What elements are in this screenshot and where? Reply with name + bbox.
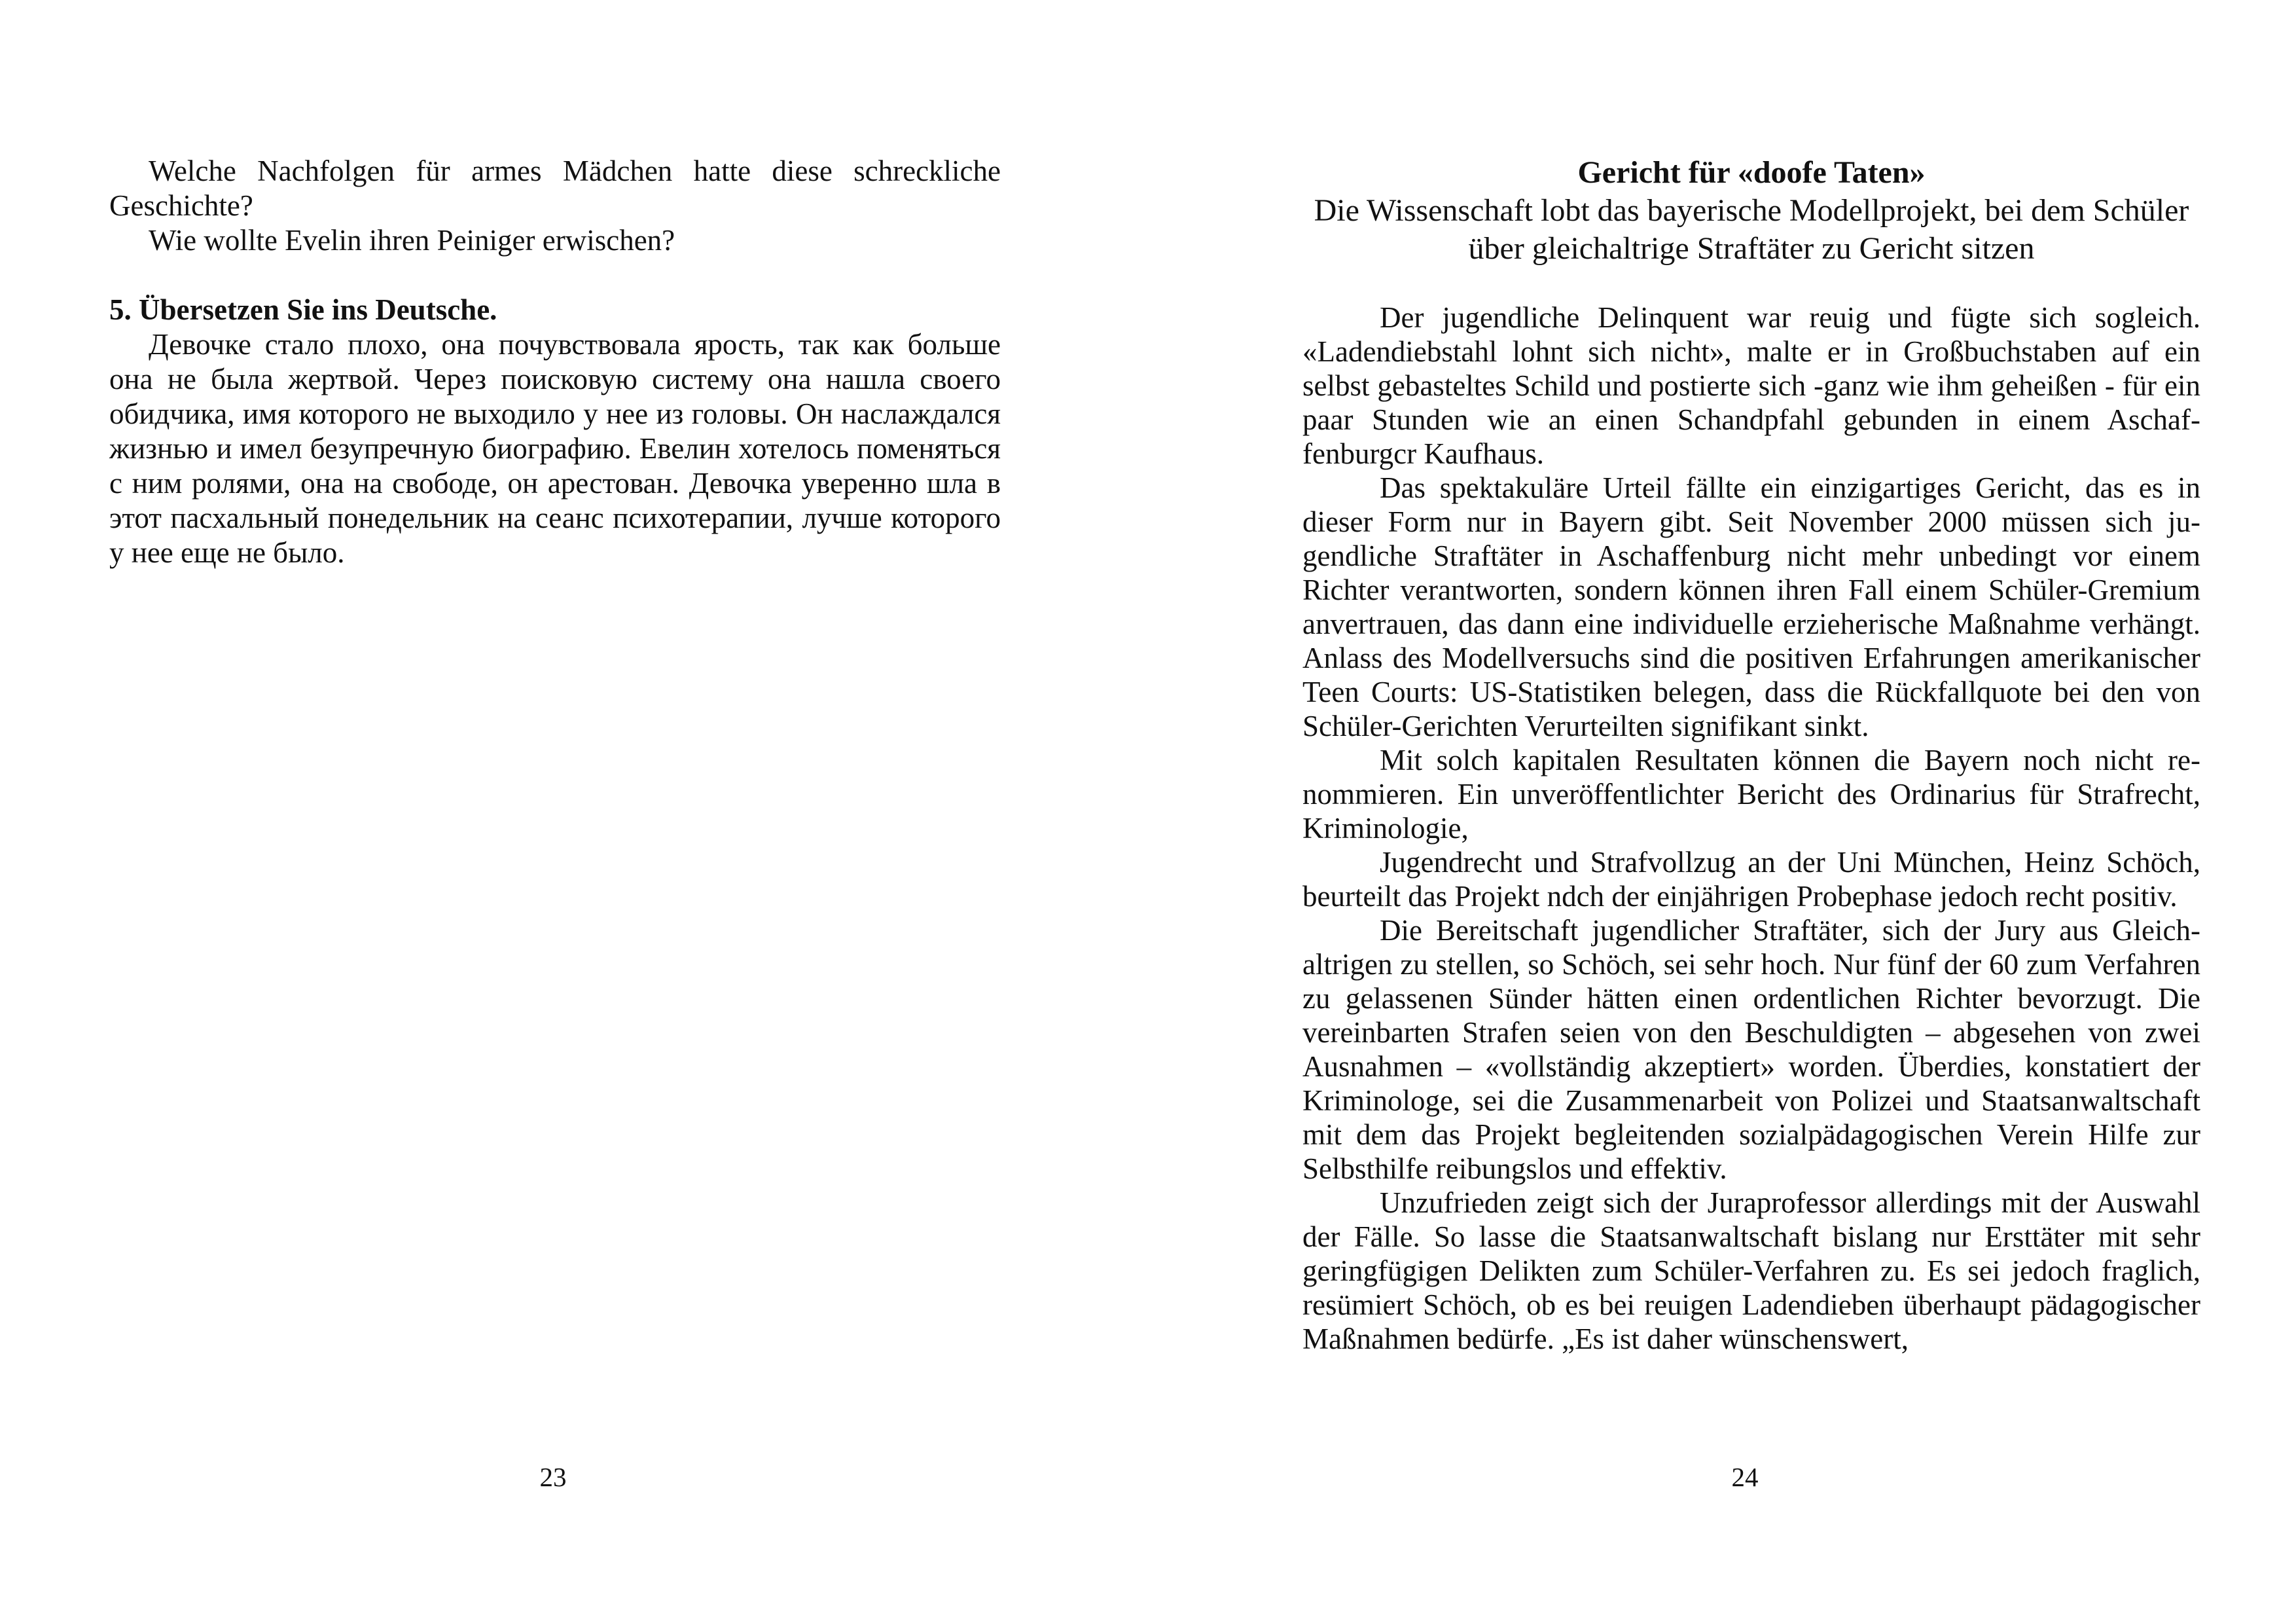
article-paragraph-6: Unzufrieden zeigt sich der Juraprofessor allerdings mit der Auswahl der Fälle. So lasse die Staatsanwaltschaft bislang nur Ersttäter mit sehr geringfügigen Delikten zum Schüler-Verfahren zu. Es sei jedoch fraglich, resümiert Schöch, ob es bei reuigen Ladendieben überhaupt pädagogischer Maßnahmen bedürfe. „Es ist daher wünschenswert, [1302,1186,2200,1355]
article-body [1302,301,2200,1356]
page-number-left: 23 [539,1462,567,1492]
left-page-body [109,154,1001,570]
russian-text: Девочке стало плохо, она почувствовала ярость, так как больше она не была жертвой. Через поисковую систему она нашла своего обидчика, имя которого не выходило у нее из головы. Он наслаждался жизнью и имел безупречную биографию. Евелин хотелось поменяться с ним ролями, она на свободе, он арестован. Девочка уверенно шла в этот пасхальный понедельник на сеанс психотерапии, лучше которого у нее еще не было. [109,328,1001,569]
article-paragraph-3: Mit solch kapitalen Resultaten können die Bayern noch nicht renommieren. Ein unveröffentlichter Bericht des Ordinarius für Strafrecht, Kriminologie, [1302,744,2200,845]
article-paragraph-5: Die Bereitschaft jugendlicher Straftäter, sich der Jury aus Gleichaltrigen zu stellen, so Schöch, sei sehr hoch. Nur fünf der 60 zum Verfahren zu gelassenen Sünder hätten einen ordentlichen Richter bevorzugt. Die vereinbarten Strafen seien von den Beschuldigten – abgesehen von zwei Ausnahmen – «vollständig akzeptiert» worden. Überdies, konstatiert der Kriminologe, sei die Zusammenarbeit von Polizei und Staatsanwaltschaft mit dem das Projekt begleitenden sozialpädagogischen Verein Hilfe zur Selbsthilfe reibungslos und effektiv. [1302,914,2200,1185]
article-paragraph-1: Der jugendliche Delinquent war reuig und fügte sich sogleich. «Ladendiebstahl lohnt sich nicht», malte er in Großbuchstaben auf ein selbst gebasteltes Schild und postierte sich -ganz wie ihm geheißen - für ein paar Stunden wie an einen Schandpfahl gebunden in einem Aschaffenburgcr Kaufhaus. [1302,301,2200,470]
question-2: Wie wollte Evelin ihren Peiniger erwischen? [149,224,675,257]
article-title: Gericht für «doofe Taten» [1577,155,1926,190]
page-number-right: 24 [1731,1462,1759,1492]
article-paragraph-4: Jugendrecht und Strafvollzug an der Uni München, Heinz Schöch, beurteilt das Projekt ndch der einjährigen Probephase jedoch recht positiv. [1302,846,2200,913]
exercise-heading: 5. Übersetzen Sie ins Deutsche. [109,293,497,326]
article-subtitle: Die Wissenschaft lobt das bayerische Modellprojekt, bei dem Schüler über gleichaltrige Straftäter zu Gericht sitzen [1314,193,2189,266]
article-paragraph-2: Das spektakuläre Urteil fällte ein einzigartiges Gericht, das es in dieser Form nur in Bayern gibt. Seit November 2000 müssen sich jugendliche Straftäter in Aschaffenburg nicht mehr unbedingt vor einem Richter verantworten, sondern können ihren Fall einem Schüler-Gremium anvertrauen, das dann eine individuelle erzieherische Maßnahme verhängt. Anlass des Modellversuchs sind die positiven Erfahrungen amerikanischer Teen Courts: US-Statistiken belegen, dass die Rückfallquote bei den von Schüler-Gerichten Verurteilten signifikant sinkt. [1302,471,2200,742]
article-header [1302,154,2200,268]
question-1: Welche Nachfolgen für armes Mädchen hatte diese schreckliche Geschichte? [109,155,1001,222]
